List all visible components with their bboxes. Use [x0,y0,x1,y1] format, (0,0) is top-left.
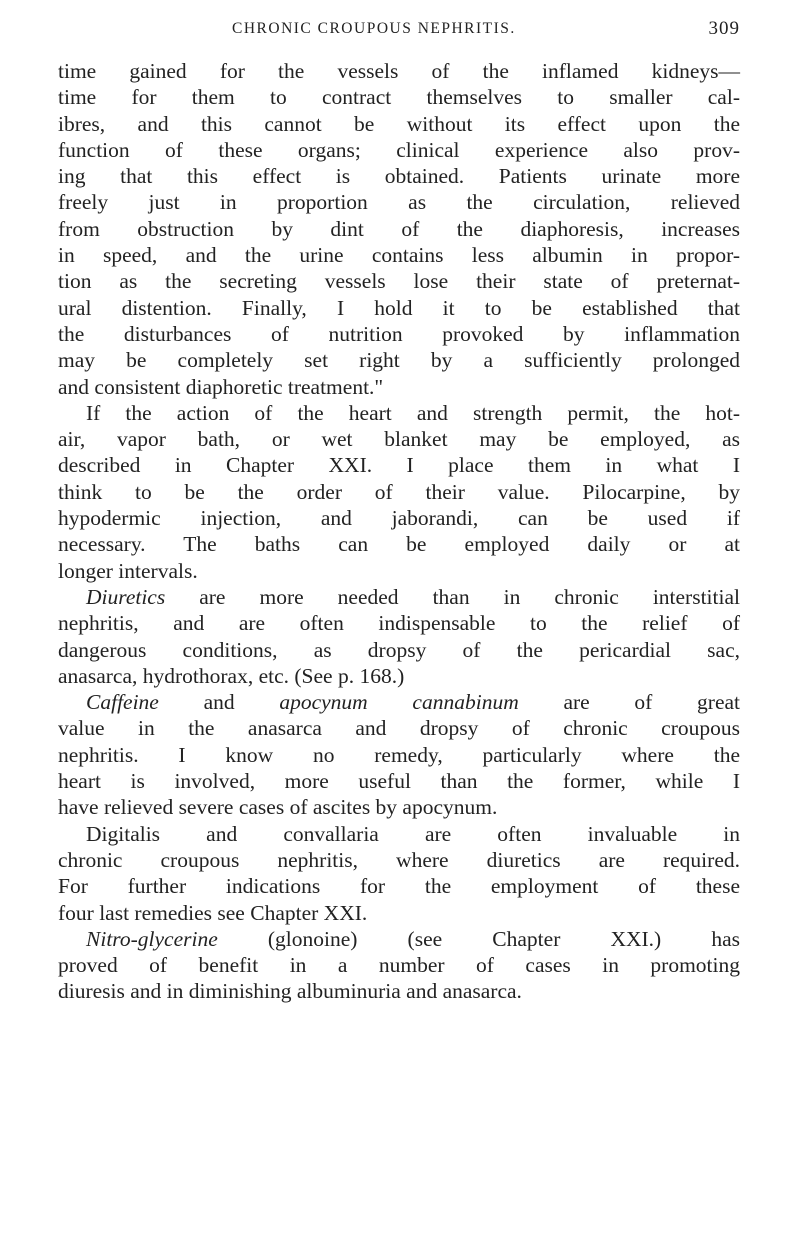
text-line: time gained for the vessels of the inflamed kidneys— [58,59,740,83]
text-line: from obstruction by dint of the diaphoresis, increases [58,216,740,241]
text-run: are of great [518,690,740,715]
text-run: are more needed than in chronic interstitial [165,584,740,609]
text-line: function of these organs; clinical experience also prov- [58,137,740,162]
running-head [232,18,740,42]
text-line: the disturbances of nutrition provoked by inflammation [58,321,740,346]
paragraph-baths [58,400,740,584]
text-line: have relieved severe cases of ascites by apocynum. [58,795,498,820]
text-line: may be completely set right by a sufficiently prolonged [58,348,740,373]
text-line: Digitalis and convallaria are often invaluable in [86,821,740,846]
text-line: time for them to contract themselves to smaller cal- [58,85,740,110]
text-line: tion as the secreting vessels lose their state of preternat- [58,269,740,294]
text-line: think to be the order of their value. Pilocarpine, by [58,479,740,504]
text-run: (glonoine) (see Chapter XXI.) has [217,926,740,951]
paragraph-digitalis [58,821,740,926]
text-line: chronic croupous nephritis, where diuretics are required. [58,847,740,872]
italic-term: Nitro-glycerine [86,926,218,951]
text-line: in speed, and the urine contains less albumin in propor- [58,243,740,268]
text-line: For further indications for the employment of these [58,874,740,899]
text-line: diuresis and in diminishing albuminuria and anasarca. [58,979,522,1004]
paragraph-caffeine [58,689,740,820]
running-title: CHRONIC CROUPOUS NEPHRITIS. [232,20,516,37]
text-line [58,584,740,610]
text-line: longer intervals. [58,558,198,583]
italic-term: apocynum cannabinum [279,690,519,715]
paragraph-nitroglycerine [58,926,740,1005]
text-line: heart is involved, more useful than the former, while I [58,769,740,794]
paragraph-diuretics [58,584,740,689]
text-line: value in the anasarca and dropsy of chronic croupous [58,716,740,741]
text-line: and consistent diaphoretic treatment." [58,374,384,399]
text-line: ural distention. Finally, I hold it to be established that [58,295,740,320]
text-line: described in Chapter XXI. I place them in what I [58,453,740,478]
text-line [58,689,740,715]
body-text [58,58,740,1005]
text-line: hypodermic injection, and jaborandi, can be used if [58,506,740,531]
text-run: and [158,690,280,715]
text-line: nephritis. I know no remedy, particularly where the [58,742,740,767]
text-line: If the action of the heart and strength permit, the hot- [86,400,740,425]
page-number: 309 [708,18,740,39]
text-line: necessary. The baths can be employed daily or at [58,532,740,557]
text-line: dangerous conditions, as dropsy of the pericardial sac, [58,637,740,662]
italic-term: Diuretics [86,584,166,609]
text-line: nephritis, and are often indispensable to the relief of [58,611,740,636]
paragraph-continued [58,58,740,400]
text-line: ing that this effect is obtained. Patients urinate more [58,164,740,189]
italic-term: Caffeine [86,690,159,715]
text-line [58,926,740,952]
text-line: air, vapor bath, or wet blanket may be employed, as [58,427,740,452]
text-line: ibres, and this cannot be without its effect upon the [58,111,740,136]
text-line: four last remedies see Chapter XXI. [58,900,368,925]
text-line: anasarca, hydrothorax, etc. (See p. 168.) [58,663,405,688]
text-line: freely just in proportion as the circulation, relieved [58,190,740,215]
text-line: proved of benefit in a number of cases in promoting [58,953,740,978]
